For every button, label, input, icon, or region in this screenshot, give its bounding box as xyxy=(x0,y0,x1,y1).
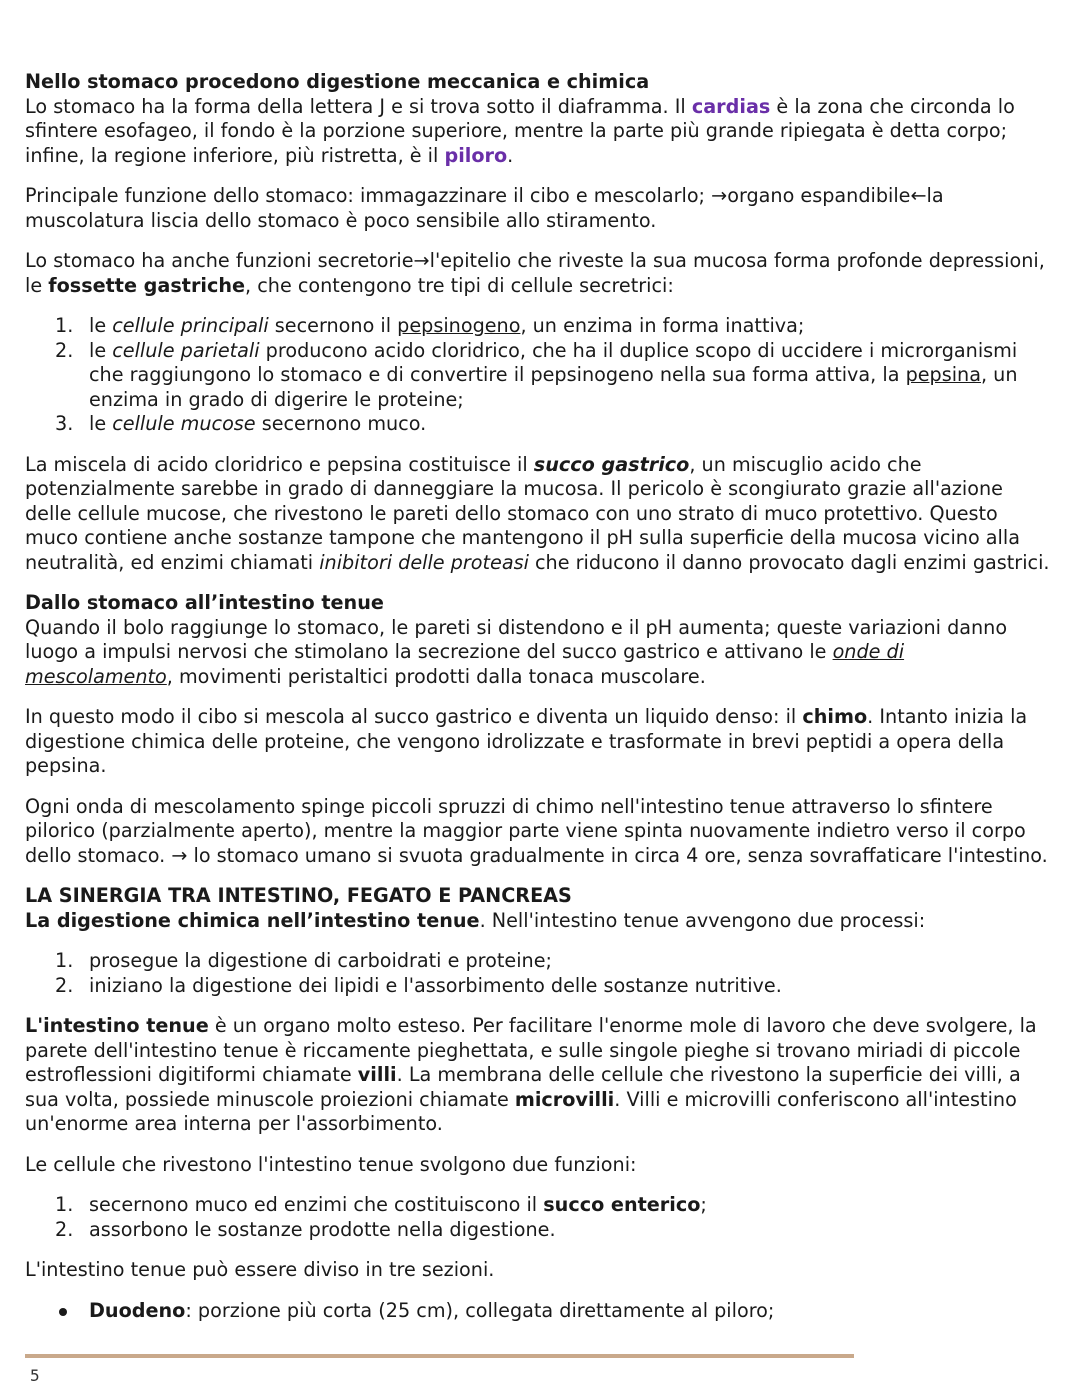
paragraph-chyme: In questo modo il cibo si mescola al succo gastrico e diventa un liquido denso: il chimo. Intanto inizia la digestione chimica delle proteine, che vengono idrolizzate e trasformate in brevi peptidi a opera della pepsina. xyxy=(25,705,1028,777)
section-heading-small-intestine: Dallo stomaco all’intestino tenue xyxy=(25,591,384,614)
sections-list xyxy=(25,1299,1055,1324)
paragraph-stomach-shape: Lo stomaco ha la forma della lettera J e si trova sotto il diaframma. Il cardias è la zona che circonda lo sfintere esofageo, il fondo è la porzione superiore, mentre la parte più grande ripiegata è detta corpo; infine, la regione inferiore, più ristretta, è il piloro. xyxy=(25,94,1015,167)
list-item: 2. assorbono le sostanze prodotte nella digestione. xyxy=(55,1217,556,1241)
processes-list xyxy=(25,949,1055,998)
paragraph-secretory: Lo stomaco ha anche funzioni secretorie→l'epitelio che riveste la sua mucosa forma profonde depressioni, le fossette gastriche, che contengono tre tipi di cellule secretrici: xyxy=(25,249,1045,297)
list-item: 1. prosegue la digestione di carboidrati e proteine; xyxy=(55,949,552,972)
paragraph-cell-functions: Le cellule che rivestono l'intestino tenue svolgono due funzioni: xyxy=(25,1152,637,1176)
bullet-icon xyxy=(59,1308,67,1316)
document-page xyxy=(25,70,1055,1323)
paragraph-sections: L'intestino tenue può essere diviso in tre sezioni. xyxy=(25,1258,495,1281)
term-cardias: cardias xyxy=(691,94,771,118)
list-item: Duodeno: porzione più corta (25 cm), collegata direttamente al piloro; xyxy=(25,1299,1055,1324)
page-number: 5 xyxy=(30,1366,40,1385)
section-heading-stomach: Nello stomaco procedono digestione meccanica e chimica xyxy=(25,70,650,93)
list-item: 2. iniziano la digestione dei lipidi e l'assorbimento delle sostanze nutritive. xyxy=(55,973,782,997)
list-item: 1. secernono muco ed enzimi che costituiscono il succo enterico; xyxy=(55,1193,707,1216)
functions-list xyxy=(25,1193,1055,1242)
paragraph-stomach-function: Principale funzione dello stomaco: immagazzinare il cibo e mescolarlo; →organo espandibile←la muscolatura liscia dello stomaco è poco sensibile allo stiramento. xyxy=(25,184,944,232)
list-item: 2. le cellule parietali producono acido cloridrico, che ha il duplice scopo di uccidere i microrganismi che raggiungono lo stomaco e di convertire il pepsinogeno nella sua forma attiva, la pepsina, un enzima in grado di digerire le proteine; xyxy=(55,338,1018,411)
cell-types-list xyxy=(25,314,1055,437)
paragraph-intestine-villi: L'intestino tenue è un organo molto esteso. Per facilitare l'enorme mole di lavoro che deve svolgere, la parete dell'intestino tenue è riccamente pieghettata, e sulle singole pieghe si trovano miriadi di piccole estroflessioni digitiformi chiamate villi. La membrana delle cellule che rivestono la superficie dei villi, a sua volta, possiede minuscole proiezioni chiamate microvilli. Villi e microvilli conferiscono all'intestino un'enorme area interna per l'assorbimento. xyxy=(25,1014,1037,1135)
paragraph-gastric-juice: La miscela di acido cloridrico e pepsina costituisce il succo gastrico, un miscuglio acido che potenzialmente sarebbe in grado di danneggiare la mucosa. Il pericolo è scongiurato grazie all'azione delle cellule mucose, che rivestono le pareti dello stomaco con uno strato di muco protettivo. Questo muco contiene anche sostanze tampone che mantengono il pH sulla superficie della mucosa vicino alla neutralità, ed enzimi chiamati inibitori delle proteasi che riducono il danno provocato dagli enzimi gastrici. xyxy=(25,452,1050,574)
list-item: 1. le cellule principali secernono il pepsinogeno, un enzima in forma inattiva; xyxy=(55,314,805,337)
paragraph-bolus: Quando il bolo raggiunge lo stomaco, le pareti si distendono e il pH aumenta; queste variazioni danno luogo a impulsi nervosi che stimolano la secrezione del succo gastrico e attivano le onde di mescolamento, movimenti peristaltici prodotti dalla tonaca muscolare. xyxy=(25,615,1008,688)
paragraph-mixing-wave: Ogni onda di mescolamento spinge piccoli spruzzi di chimo nell'intestino tenue attraverso lo sfintere pilorico (parzialmente aperto), mentre la maggior parte viene spinta nuovamente indietro verso il corpo dello stomaco. → lo stomaco umano si svuota gradualmente in circa 4 ore, senza sovraffaticare l'intestino. xyxy=(25,794,1048,867)
paragraph-chemical-digestion: La digestione chimica nell’intestino tenue. Nell'intestino tenue avvengono due processi: xyxy=(25,908,926,932)
list-item: 3. le cellule mucose secernono muco. xyxy=(55,412,427,435)
term-piloro: piloro xyxy=(444,143,508,167)
footer-divider xyxy=(25,1354,854,1358)
section-heading-synergy: LA SINERGIA TRA INTESTINO, FEGATO E PANCREAS xyxy=(25,884,572,907)
